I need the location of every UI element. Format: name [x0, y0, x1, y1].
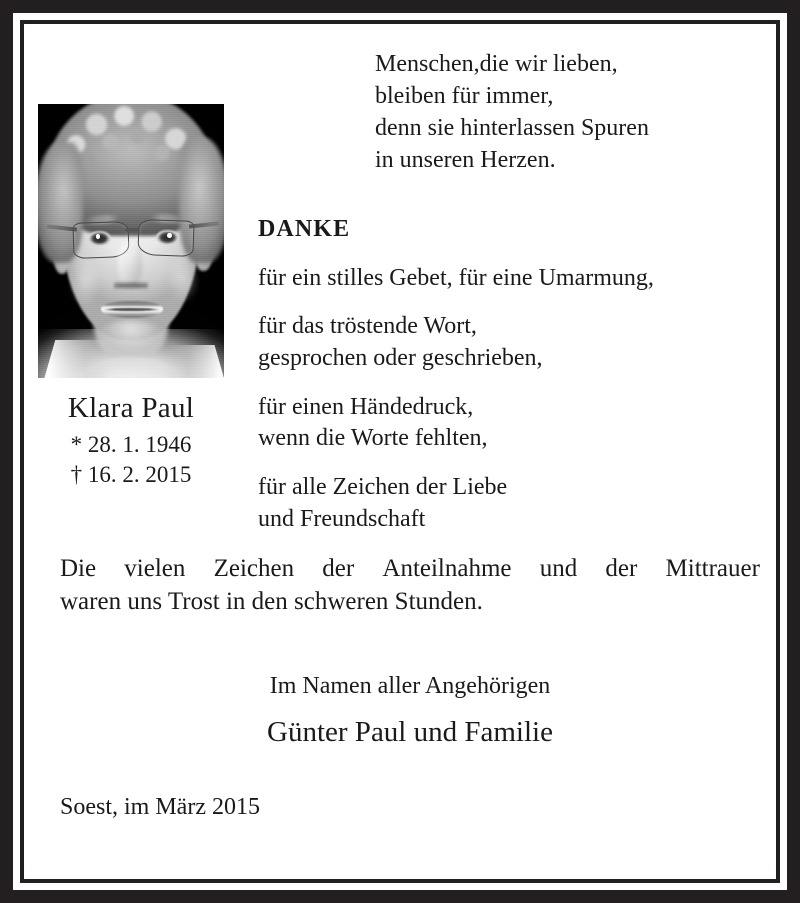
- photo-grain-overlay: [38, 104, 224, 378]
- gratitude-word: Die: [60, 555, 97, 582]
- thanks-stanza-1-line-1: für ein stilles Gebet, für eine Umarmung,: [258, 264, 654, 291]
- thanks-stanza-4: [258, 472, 654, 535]
- notice-sheet: [24, 24, 776, 879]
- signature-intro: Im Namen aller Angehörigen: [269, 673, 551, 699]
- thanks-stanza-3: [258, 392, 654, 455]
- frame-inner-rule: [20, 20, 780, 883]
- thanks-stanza-2-line-2: gesprochen oder geschrieben,: [258, 345, 543, 372]
- gratitude-word: Mittrauer: [665, 555, 760, 582]
- thanks-stanza-2-line-1: für das tröstende Wort,: [258, 313, 477, 340]
- place-and-date: Soest, im März 2015: [60, 794, 260, 820]
- verse-line-4: in unseren Herzen.: [375, 147, 556, 174]
- signature-block: [60, 672, 760, 750]
- verse-line-1: Menschen,die wir lieben,: [375, 51, 618, 77]
- thanks-stanza-3-line-2: wenn die Worte fehlten,: [258, 425, 488, 452]
- deceased-name: Klara Paul: [67, 392, 195, 424]
- gratitude-word: Anteilnahme: [382, 555, 512, 582]
- thanks-stanza-4-line-1: für alle Zeichen der Liebe: [258, 474, 508, 501]
- verse-line-3: denn sie hinterlassen Spuren: [375, 115, 649, 142]
- gratitude-word: der: [322, 555, 355, 582]
- thanks-heading: DANKE: [258, 216, 351, 242]
- gratitude-line-1: [60, 552, 760, 585]
- thanks-stanza-2: [258, 311, 654, 374]
- gratitude-word: und: [539, 555, 578, 582]
- gratitude-line-2: waren uns Trost in den schweren Stunden.: [60, 588, 483, 616]
- thanks-block: [258, 214, 654, 535]
- frame-white-gap: [13, 13, 787, 890]
- death-date: † 16. 2. 2015: [70, 461, 192, 487]
- thanks-stanza-3-line-1: für einen Händedruck,: [258, 393, 474, 420]
- verse-line-2: bleiben für immer,: [375, 83, 554, 110]
- thanks-stanza-1: [258, 263, 654, 295]
- gratitude-word: Zeichen: [213, 555, 295, 582]
- birth-date: * 28. 1. 1946: [70, 432, 192, 458]
- memorial-verse: [375, 48, 649, 177]
- signature-name: Günter Paul und Familie: [267, 715, 553, 748]
- gratitude-word: der: [605, 555, 638, 582]
- thanks-stanza-4-line-2: und Freundschaft: [258, 505, 426, 532]
- identity-block: [38, 392, 224, 489]
- gratitude-word: vielen: [124, 555, 186, 582]
- portrait-photo: [38, 104, 224, 378]
- gratitude-paragraph: [60, 552, 760, 619]
